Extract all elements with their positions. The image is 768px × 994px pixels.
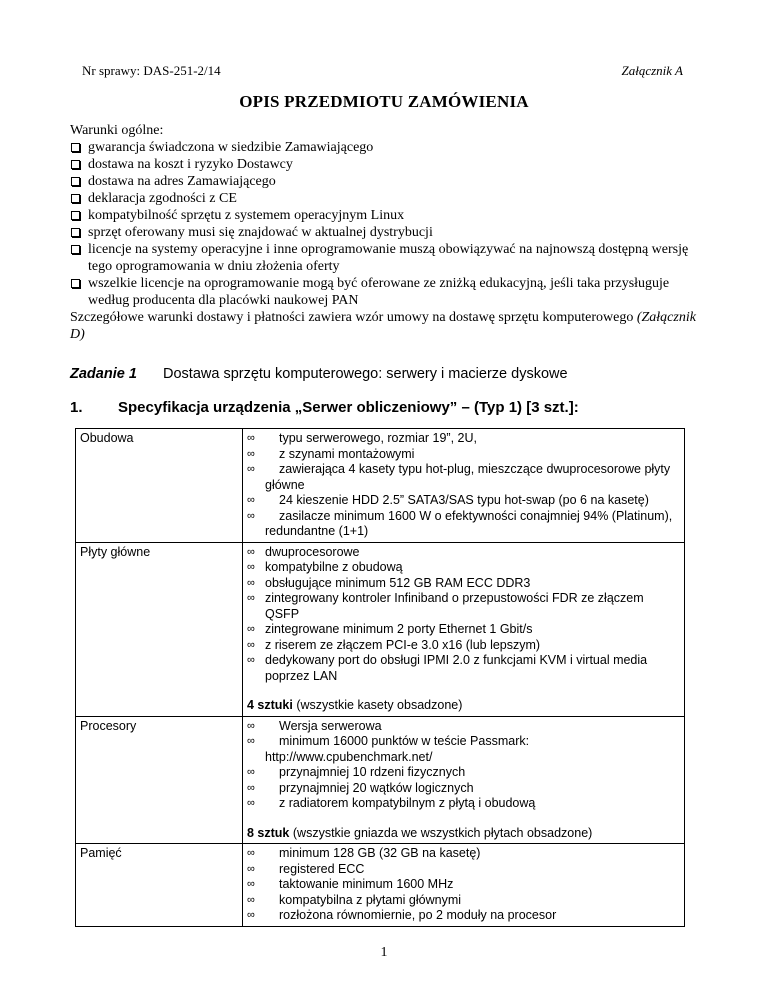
checkbox-bullet-icon	[71, 160, 80, 169]
table-row	[76, 716, 685, 844]
task-heading	[70, 366, 568, 382]
checkbox-bullet-icon	[71, 279, 80, 288]
case-number: Nr sprawy: DAS-251-2/14	[82, 63, 221, 78]
list-item: ∞ minimum 128 GB (32 GB na kasetę)	[247, 846, 680, 862]
list-item: ∞ obsługujące minimum 512 GB RAM ECC DDR3	[247, 576, 680, 592]
list-item: ∞ rozłożona równomiernie, po 2 moduły na procesor	[247, 908, 680, 924]
list-item: ∞ registered ECC	[247, 862, 680, 878]
list-item: ∞ zintegrowane minimum 2 porty Ethernet 1 Gbit/s	[247, 622, 680, 638]
general-note: Szczegółowe warunki dostawy i płatności zawiera wzór umowy na dostawę sprzętu komputerowego (Załącznik D)	[70, 310, 696, 342]
list-item: ∞ z szynami montażowymi	[247, 447, 680, 463]
page-number: 1	[380, 945, 388, 960]
row-items	[243, 429, 685, 543]
quantity-note: 4 sztuki (wszystkie kasety obsadzone)	[247, 698, 463, 712]
row-label: Obudowa	[76, 429, 243, 543]
general-conditions	[70, 122, 710, 343]
list-item: kompatybilność sprzętu z systemem operacyjnym Linux	[70, 207, 710, 224]
list-item: ∞ kompatybilna z płytami głównymi	[247, 893, 680, 909]
row-label: Procesory	[76, 716, 243, 844]
list-item: ∞ zasilacze minimum 1600 W o efektywności conajmniej 94% (Platinum), redundantne (1+1)	[247, 509, 680, 540]
list-item: ∞ kompatybilne z obudową	[247, 560, 680, 576]
list-item: dostawa na koszt i ryzyko Dostawcy	[70, 156, 710, 173]
page-title: OPIS PRZEDMIOTU ZAMÓWIENIA	[239, 92, 529, 111]
list-item: gwarancja świadczona w siedzibie Zamawiającego	[70, 139, 710, 156]
list-item: ∞ 24 kieszenie HDD 2.5” SATA3/SAS typu hot-swap (po 6 na kasetę)	[247, 493, 680, 509]
list-item: ∞ z riserem ze złączem PCI-e 3.0 x16 (lub lepszym)	[247, 638, 680, 654]
quantity-note: 8 sztuk (wszystkie gniazda we wszystkich płytach obsadzone)	[247, 825, 593, 840]
checkbox-bullet-icon	[71, 211, 80, 220]
list-item: ∞ z radiatorem kompatybilnym z płytą i obudową	[247, 796, 680, 812]
row-items	[243, 542, 685, 716]
list-item: ∞ dedykowany port do obsługi IPMI 2.0 z funkcjami KVM i virtual media poprzez LAN	[247, 653, 680, 684]
list-item: deklaracja zgodności z CE	[70, 190, 710, 207]
row-items	[243, 716, 685, 844]
list-item: dostawa na adres Zamawiającego	[70, 173, 710, 190]
list-item: ∞ taktowanie minimum 1600 MHz	[247, 877, 680, 893]
spec-table	[75, 428, 685, 927]
table-row	[76, 429, 685, 543]
task-label: Zadanie 1	[70, 366, 137, 382]
list-item: ∞ dwuprocesorowe	[247, 545, 680, 561]
general-heading: Warunki ogólne:	[70, 123, 164, 138]
section-number: 1.	[70, 399, 83, 416]
checkbox-bullet-icon	[71, 245, 80, 254]
checkbox-bullet-icon	[71, 143, 80, 152]
table-row	[76, 542, 685, 716]
checkbox-bullet-icon	[71, 194, 80, 203]
list-item: ∞ typu serwerowego, rozmiar 19”, 2U,	[247, 431, 680, 447]
attachment-label: Załącznik A	[621, 63, 683, 78]
list-item: ∞ Wersja serwerowa	[247, 719, 680, 735]
list-item: sprzęt oferowany musi się znajdować w aktualnej dystrybucji	[70, 224, 710, 241]
list-item: licencje na systemy operacyjne i inne oprogramowanie muszą obowiązywać na najnowszą dostępną wersję tego oprogramowania w dniu złożenia oferty	[70, 241, 710, 275]
section-heading	[70, 399, 579, 416]
row-label: Pamięć	[76, 844, 243, 927]
list-item: wszelkie licencje na oprogramowanie mogą być oferowane ze zniżką edukacyjną, jeśli taka przysługuje według producenta dla placówki naukowej PAN	[70, 275, 710, 309]
checkbox-bullet-icon	[71, 228, 80, 237]
list-item: ∞ przynajmniej 20 wątków logicznych	[247, 781, 680, 797]
list-item: ∞ zawierająca 4 kasety typu hot-plug, mieszczące dwuprocesorowe płyty główne	[247, 462, 680, 493]
list-item: ∞ minimum 16000 punktów w teście Passmark: http://www.cpubenchmark.net/	[247, 734, 680, 765]
table-row	[76, 844, 685, 927]
checkbox-bullet-icon	[71, 177, 80, 186]
list-item: ∞ przynajmniej 10 rdzeni fizycznych	[247, 765, 680, 781]
row-label: Płyty główne	[76, 542, 243, 716]
list-item: ∞ zintegrowany kontroler Infiniband o przepustowości FDR ze złączem QSFP	[247, 591, 680, 622]
row-items	[243, 844, 685, 927]
task-title: Dostawa sprzętu komputerowego: serwery i macierze dyskowe	[163, 366, 568, 382]
section-title: Specyfikacja urządzenia „Serwer obliczeniowy” – (Typ 1) [3 szt.]:	[118, 399, 579, 416]
